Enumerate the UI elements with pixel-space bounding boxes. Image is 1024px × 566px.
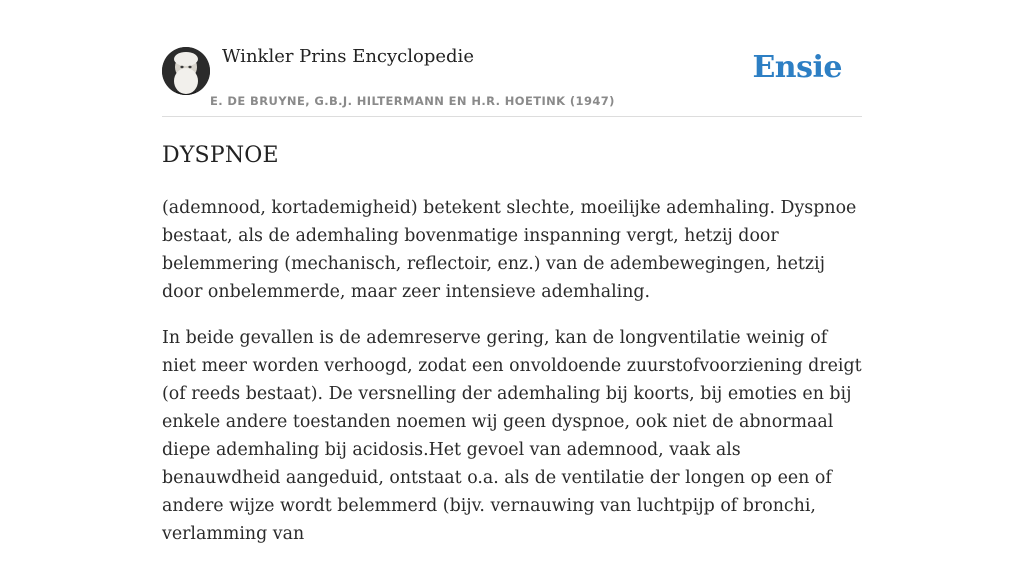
article-body bbox=[162, 194, 862, 548]
brand-logo[interactable]: Ensie bbox=[752, 50, 842, 85]
page-title: DYSPNOE bbox=[162, 143, 279, 168]
article-page bbox=[162, 0, 862, 566]
portrait-icon bbox=[162, 47, 210, 95]
header bbox=[162, 0, 862, 117]
paragraph: (ademnood, kortademigheid) betekent slechte, moeilijke ademhaling. Dyspnoe bestaat, als de ademhaling bovenmatige inspanning vergt, hetzij door belemmering (mechanisch, reflectoir, enz.) van de adembewegingen, hetzij door onbelemmerde, maar zeer intensieve ademhaling. bbox=[162, 198, 857, 302]
authors-line: E. DE BRUYNE, G.B.J. HILTERMANN EN H.R. HOETINK (1947) bbox=[210, 94, 615, 108]
publication-title[interactable]: Winkler Prins Encyclopedie bbox=[222, 46, 474, 67]
author-avatar bbox=[162, 47, 210, 95]
paragraph: In beide gevallen is de ademreserve gering, kan de longventilatie weinig of niet meer worden verhoogd, zodat een onvoldoende zuurstofvoorziening dreigt (of reeds bestaat). De versnelling der ademhaling bij koorts, bij emoties en bij enkele andere toestanden noemen wij geen dyspnoe, ook niet de abnormaal diepe ademhaling bij acidosis.Het gevoel van ademnood, vaak als benauwdheid aangeduid, ontstaat o.a. als de ventilatie der longen op een of andere wijze wordt belemmerd (bijv. vernauwing van luchtpijp of bronchi, verlamming van bbox=[162, 328, 862, 544]
